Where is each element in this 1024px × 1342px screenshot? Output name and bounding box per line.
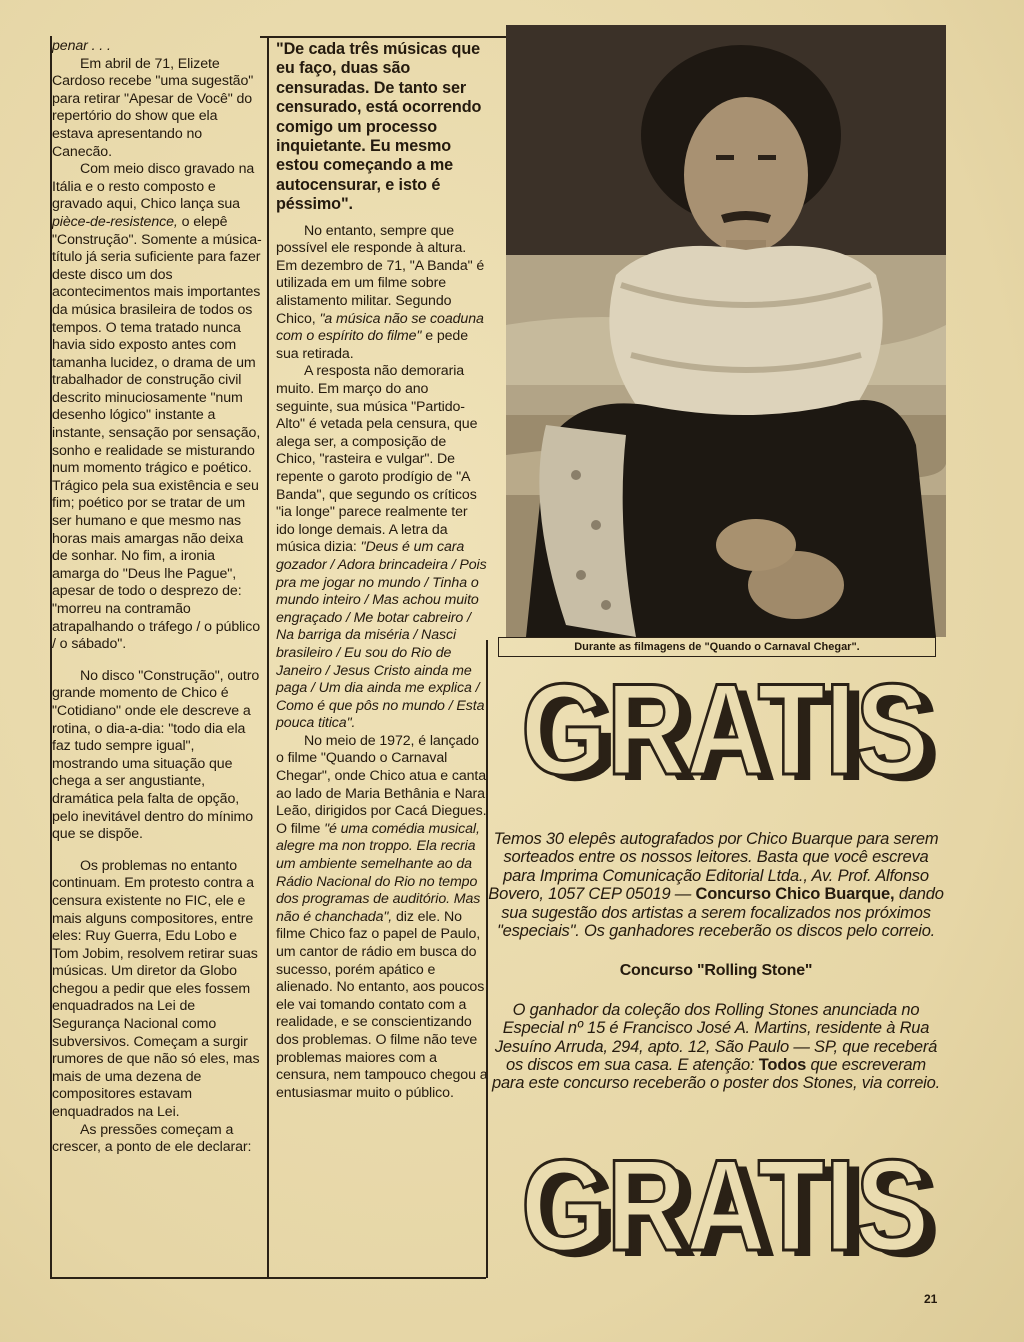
paragraph: A resposta não demoraria muito. Em março do ano seguinte, sua música "Partido-Alto" é vetada pela censura, que alega ser, a composição de Chico, "rasteira e vulgar". De repente o garoto prodígio de "A Banda", que segundo os críticos "ia longe" parece realmente ter ido longe demais. A letra da música dizia: "Deus é um cara gozador / Adora brincadeira / Pois pra me jogar no mundo / Tinha o mundo inteiro / Mas achou muito engraçado / Me botar cabreiro / Na barriga da miséria / Nasci brasileiro / Eu sou do Rio de Janeiro / Jesus Cristo ainda me paga / Um dia ainda me explica / Como é que pôs no mundo / Esta pouca titica".	[276, 363, 487, 732]
photo-illustration	[506, 25, 946, 637]
frame-bottom-line	[50, 1277, 486, 1279]
paragraph: As pressões começam a crescer, a ponto de ele declarar:	[52, 1121, 252, 1156]
column-divider	[267, 36, 269, 1278]
paragraph: Em abril de 71, Elizete Cardoso recebe "uma sugestão" para retirar "Apesar de Você" do repertório do show que ela estava apresentando no Canecão.	[52, 55, 254, 160]
gratis-title: GRATIS	[521, 1150, 929, 1260]
paragraph: No entanto, sempre que possível ele responde à altura. Em dezembro de 71, "A Banda" é utilizada em um filme sobre alistamento militar. Segundo Chico, "a música não se coaduna com o espírito do filme" e pede sua retirada.	[276, 222, 485, 362]
paragraph: Com meio disco gravado na Itália e o resto composto e gravado aqui, Chico lança sua pièce-de-resistence, o elepê "Construção". Somente a música-título já seria suficiente para fazer deste disco um dos acontecimentos mais importantes da música brasileira de todos os tempos. O tema tratado nunca havia sido exposto antes com tamanha lucidez, o drama de um trabalhador de construção civil descrito minuciosamente "num desenho lógico" instante a instante, sensação por sensação, sonho e realidade se misturando num momento trágico e poético. Trágico pela sua existência e seu fim; poético por se tratar de um ser humano e que mesmo nas horas mais amargas não deixa de sonhar. No fim, a ironia amarga do "Deus lhe Pague", apesar de todo o desprezo de: "morreu na contramão atrapalhando o tráfego / o público / o sábado".	[52, 161, 262, 653]
contest-heading: Concurso "Rolling Stone"	[619, 962, 813, 980]
pull-quote: "De cada três músicas que eu faço, duas são censuradas. De tanto ser censurado, está ocorrendo comigo um processo inquietante. Eu mesmo estou começando a me autocensurar, e isto é péssimo".	[276, 40, 482, 214]
gratis-banner-bottom	[510, 1150, 940, 1260]
paragraph: Os problemas no entanto continuam. Em protesto contra a censura existente no FIC, ele e mais alguns compositores, entre eles: Ruy Guerra, Edu Lobo e Tom Jobim, resolvem retirar suas músicas. Um diretor da Globo chegou a pedir que eles fossem enquadrados na Lei de Segurança Nacional como subversivos. Começam a surgir rumores de que não só eles, mas mais de uma dezena de compositores estavam enquadrados na Lei.	[52, 857, 260, 1121]
article-column-2	[276, 40, 488, 1102]
gratis-shadow: GRATIS	[532, 1150, 940, 1260]
gratis-title: GRATIS	[521, 674, 929, 784]
paragraph: penar . . .	[52, 38, 111, 54]
photo-caption: Durante as filmagens de "Quando o Carnaval Chegar".	[498, 637, 936, 657]
page-number: 21	[924, 1292, 938, 1306]
contest-paragraph: O ganhador da coleção dos Rolling Stones anunciada no Especial nº 15 é Francisco José A. Martins, residente à Rua Jesuíno Arruda, 294, apto. 12, São Paulo — SP, que receberá os discos em sua casa. E atenção: Todos que escreveram para este concurso receberão o poster dos Stones, via correio.	[491, 1000, 941, 1093]
paragraph: No meio de 1972, é lançado o filme "Quando o Carnaval Chegar", onde Chico atua e canta ao lado de Maria Bethânia e Nara Leão, dirigidos por Cacá Diegues. O filme "é uma comédia musical, alegre ma non troppo. Ela recria um ambiente semelhante ao da Rádio Nacional do Rio no tempo dos programas de auditório. Mas não é chanchada", diz ele. No filme Chico faz o papel de Paulo, um cantor de rádio em busca do sucesso, porém apático e alienado. No entanto, aos poucos ele vai tomando contato com a realidade, e se conscientizando dos problemas. O filme não teve problemas maiores com a censura, nem tampouco chegou a entusiasmar muito o público.	[276, 732, 488, 1101]
paragraph: No disco "Construção", outro grande momento de Chico é "Cotidiano" onde ele descreve a rotina, o dia-a-dia: "todo dia ela faz tudo sempre igual", mostrando uma situação que chega a ser angustiante, dramática pela falta de opção, pelo inevitável dentro do mínimo que se dispõe.	[52, 667, 260, 843]
contest-announcement	[488, 830, 944, 1093]
frame-top-line	[260, 36, 506, 38]
gratis-banner-top	[510, 674, 940, 784]
gratis-shadow: GRATIS	[532, 674, 940, 784]
contest-paragraph: Temos 30 elepês autografados por Chico Buarque para serem sorteados entre os nossos leitores. Basta que você escreva para Imprima Comunicação Editorial Ltda., Av. Prof. Alfonso Bovero, 1057 CEP 05019 — Concurso Chico Buarque, dando sua sugestão dos artistas a serem focalizados nos próximos "especiais". Os ganhadores receberão os discos pelo correio.	[488, 830, 944, 941]
photo-chico-buarque	[506, 25, 946, 637]
article-column-1	[52, 38, 262, 1157]
